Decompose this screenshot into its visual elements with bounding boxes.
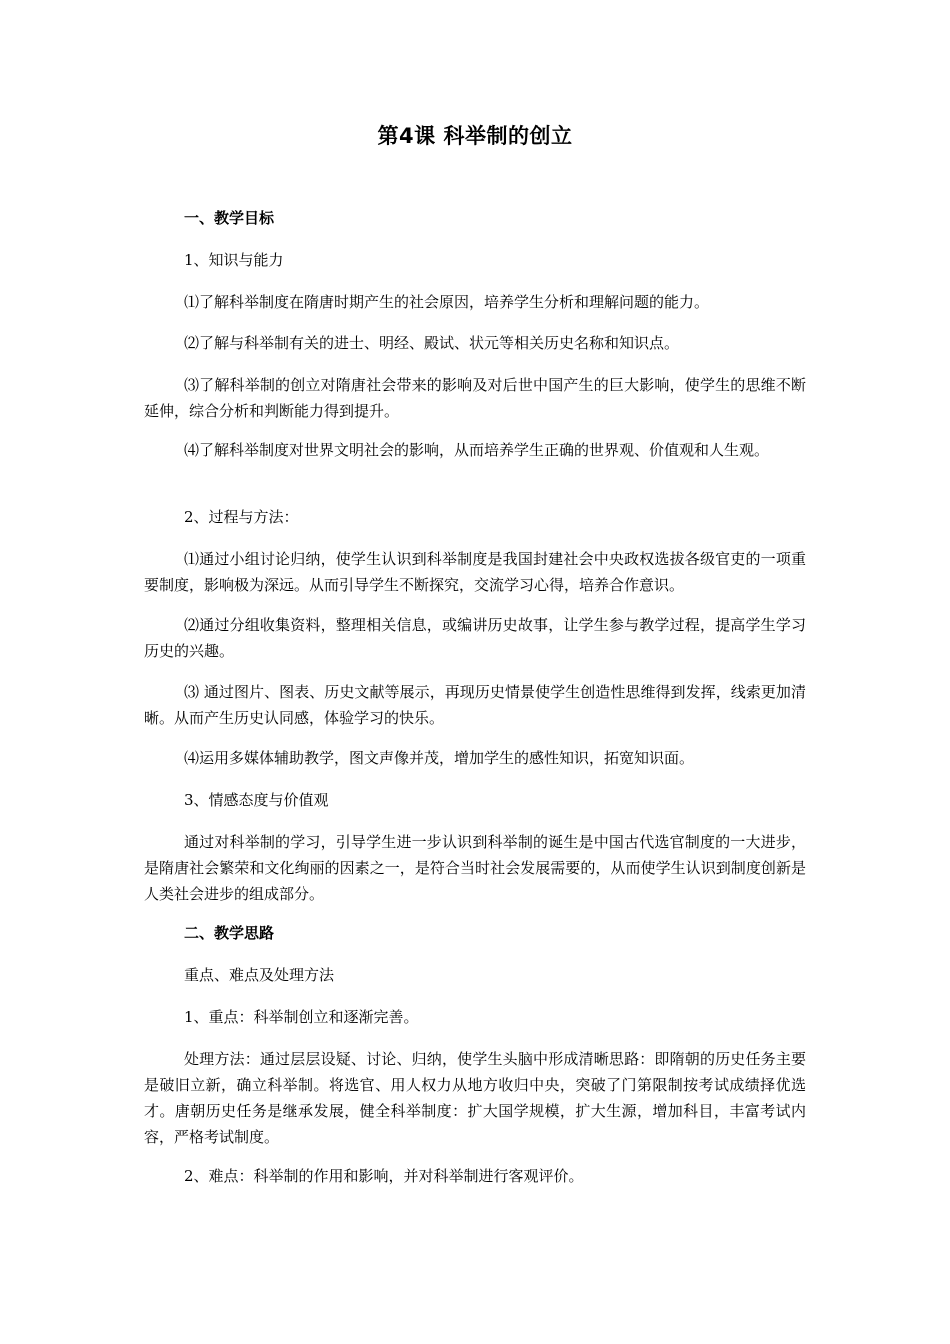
paragraph-method: 处理方法：通过层层设疑、讨论、归纳，使学生头脑中形成清晰思路：即隋朝的历史任务主要是破旧立新，确立科举制。将选官、用人权力从地方收归中央，突破了门第限制按考试成绩择优选才。唐朝历史任务是继承发展，健全科举制度：扩大国学规模，扩大生源，增加科目，丰富考试内容，严格考试制度。	[144, 1050, 806, 1146]
paragraph-process-4: ⑷运用多媒体辅助教学，图文声像并茂，增加学生的感性知识，拓宽知识面。	[184, 749, 695, 767]
paragraph-process-2: ⑵通过分组收集资料，整理相关信息，或编讲历史故事，让学生参与教学过程，提高学生学习历史的兴趣。	[144, 616, 806, 660]
section-heading-objectives: 一、教学目标	[184, 209, 275, 227]
subheading-process-method: 2、过程与方法：	[184, 508, 299, 526]
paragraph-knowledge-4: ⑷了解科举制度对世界文明社会的影响，从而培养学生正确的世界观、价值观和人生观。	[184, 441, 770, 459]
subheading-knowledge-ability: 1、知识与能力	[184, 251, 284, 269]
paragraph-knowledge-2: ⑵了解与科举制有关的进士、明经、殿试、状元等相关历史名称和知识点。	[184, 334, 680, 352]
section-heading-teaching-approach: 二、教学思路	[184, 924, 275, 942]
paragraph-knowledge-1: ⑴了解科举制度在隋唐时期产生的社会原因，培养学生分析和理解问题的能力。	[184, 293, 710, 311]
paragraph-difficulty: 2、难点：科举制的作用和影响，并对科举制进行客观评价。	[184, 1167, 584, 1185]
subheading-key-difficult: 重点、难点及处理方法	[184, 966, 335, 984]
paragraph-key-point: 1、重点：科举制创立和逐渐完善。	[184, 1008, 419, 1026]
paragraph-process-1: ⑴通过小组讨论归纳，使学生认识到科举制度是我国封建社会中央政权选拔各级官吏的一项重要制度，影响极为深远。从而引导学生不断探究，交流学习心得，培养合作意识。	[144, 550, 806, 594]
paragraph-emotion-values: 通过对科举制的学习，引导学生进一步认识到科举制的诞生是中国古代选官制度的一大进步，是隋唐社会繁荣和文化绚丽的因素之一，是符合当时社会发展需要的，从而使学生认识到制度创新是人类社会进步的组成部分。	[144, 833, 806, 903]
page-title: 第4课 科举制的创立	[377, 124, 573, 148]
subheading-emotion-values: 3、情感态度与价值观	[184, 791, 329, 809]
paragraph-process-3: ⑶ 通过图片、图表、历史文献等展示，再现历史情景使学生创造性思维得到发挥，线索更加清晰。从而产生历史认同感，体验学习的快乐。	[144, 683, 806, 727]
paragraph-knowledge-3: ⑶了解科举制的创立对隋唐社会带来的影响及对后世中国产生的巨大影响，使学生的思维不断延伸，综合分析和判断能力得到提升。	[144, 376, 806, 420]
